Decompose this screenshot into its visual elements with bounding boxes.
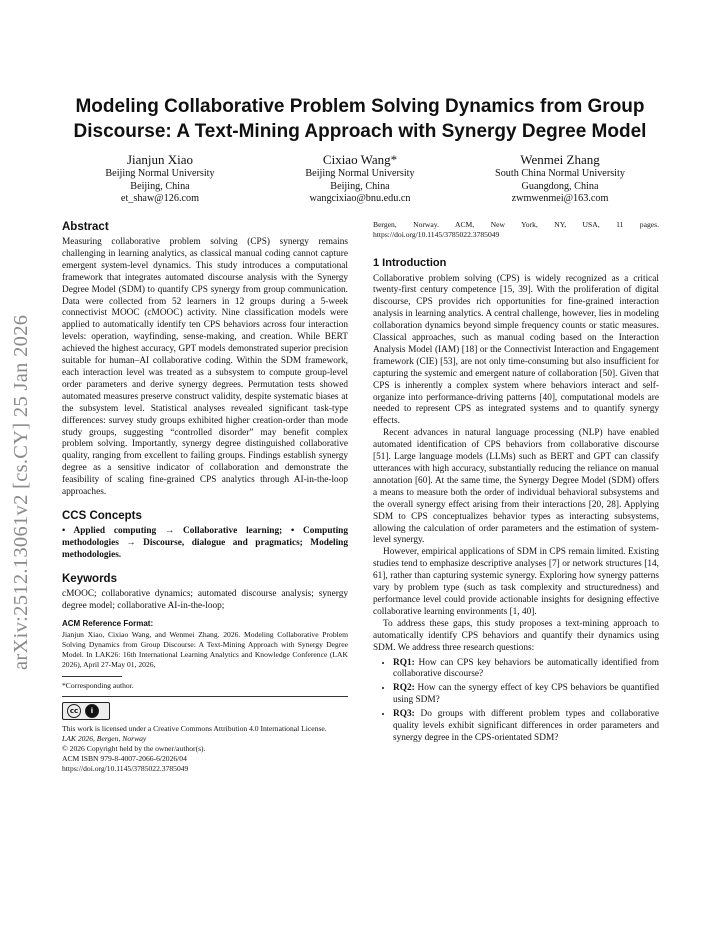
arxiv-watermark: arXiv:2512.13061v2 [cs.CY] 25 Jan 2026 — [10, 314, 32, 670]
abstract-text: Measuring collaborative problem solving (CPS) synergy remains challenging in learning analytics, as classical manual coding cannot capture emergent system-level dynamics. This study introduces a computational framework that integrates automated discourse analysis with the Synergy Degree Model (SDM) to quantify CPS synergy from group communication. Data were collected from 52 learners in 12 groups during a 5-week connectivist MOOC (cMOOC) activity. Nine classification models were applied to automatically identify ten CPS behaviors across four interaction levels: operation, wayfinding, sense-making, and creation. While BERT achieved the highest accuracy, GPT models demonstrated superior precision suitable for human–AI collaborative coding. Within the SDM framework, each interaction level was treated as a subsystem to compute group-level order parameters and derive synergy degrees. Permutation tests showed automated measures preserve construct validity, despite systematic biases at the subsystem level. Statistical analyses revealed significant task-type differences: survey study groups exhibited higher creation-order than mode study groups, suggesting “controlled disorder” may benefit complex problem solving. Importantly, synergy degree distinguished collaborative quality, ranging from excellent to failing groups. Findings establish synergy degree as a sensitive indicator of collaboration and demonstrate the feasibility of scaling fine-grained CPS analytics through AI-in-the-loop approaches. — [62, 237, 348, 498]
footnote-rule — [62, 676, 122, 677]
author-affiliation: South China Normal University — [495, 168, 625, 179]
acm-reference-text: Jianjun Xiao, Cixiao Wang, and Wenmei Zhang. 2026. Modeling Collaborative Problem Solving Dynamics from Group Discourse: A Text-Mining Approach with Synergy Degree Model. In LAK26: 16th International Learning Analytics and Knowledge Conference (LAK 2026), April 27-May 01, 2026, — [62, 630, 348, 669]
author-block — [60, 152, 660, 212]
right-column — [373, 220, 659, 747]
cc-by-icon[interactable] — [62, 702, 110, 720]
author-email[interactable]: et_shaw@126.com — [120, 193, 200, 205]
abstract-heading: Abstract — [62, 221, 109, 233]
author-name: Wenmei Zhang — [520, 152, 600, 167]
author-2 — [260, 152, 460, 206]
author-name: Cixiao Wang* — [322, 152, 398, 167]
title-line-2: Discourse: A Text-Mining Approach with Synergy Degree Model — [73, 121, 647, 142]
intro-paragraph-1: Collaborative problem solving (CPS) is widely recognized as a critical twenty-first century competence [15, 39]. With the proliferation of digital discourse, CPS provides rich opportunities for fine-grained interaction analysis in learning analytics. A central challenge, however, lies in modeling collaboration dynamics beyond simple frequency counts or static measures. Classical approaches, such as manual coding based on the Interaction Analysis Model (IAM) [18] or the Connectivist Interaction and Engagement framework (CIE) [53], are not only time-consuming but also insufficient for capturing the systemic and emergent nature of collaboration [50]. Given that CPS is inherently a complex system where behaviors interact and self-organize into performance-driving patterns [40], computational models are needed to represent CPS as integrated systems and to quantify synergy effects. — [373, 273, 659, 427]
by-icon: i — [85, 704, 99, 718]
license-rule — [62, 696, 348, 697]
intro-paragraph-2: Recent advances in natural language processing (NLP) have enabled automated identification of CPS behaviors from collaborative discourse [51]. Large language models (LLMs) such as BERT and GPT can classify utterances with high accuracy, substantially reducing the reliance on manual annotation [60]. At the same time, the Synergy Degree Model (SDM) offers a means to measure both the order of individual behavioral subsystems and the overall synergy effect arising from their interactions [20, 28]. Applying SDM to CPS conceptualizes behavior types as interacting subsystems, allowing the calculation of order parameters and the estimation of system-level synergy. — [373, 428, 659, 546]
author-1 — [60, 152, 260, 206]
title-line-1: Modeling Collaborative Problem Solving Dynamics from Group — [75, 96, 645, 117]
license-line-4: ACM ISBN 979-8-4007-2066-6/2026/04 — [62, 753, 187, 763]
list-item — [393, 683, 659, 707]
introduction-heading: 1 Introduction — [373, 256, 447, 269]
cc-icon: cc — [67, 704, 81, 718]
acm-reference-continued: Bergen, Norway. ACM, New York, NY, USA, 11 pages. https://doi.org/10.1145/3785022.3785049 — [373, 220, 659, 239]
author-location: Guangdong, China — [521, 180, 599, 192]
author-name: Jianjun Xiao — [126, 152, 194, 167]
research-questions-list — [373, 658, 659, 745]
rq-text: Do groups with different problem types and collaborative quality levels exhibit significant differences in order parameters and synergy degree in the CPS-orientated SDM? — [393, 709, 659, 743]
author-affiliation: Beijing Normal University — [305, 168, 415, 179]
rq-label: RQ2: — [393, 683, 415, 694]
ccs-text: • Applied computing → Collaborative learning; • Computing methodologies → Discourse, dialogue and pragmatics; Modeling methodologies. — [62, 525, 348, 560]
author-affiliation: Beijing Normal University — [105, 168, 215, 179]
rq-label: RQ1: — [393, 657, 415, 668]
license-line-3: © 2026 Copyright held by the owner/author(s). — [62, 743, 206, 753]
ccs-heading: CCS Concepts — [62, 509, 142, 522]
license-doi[interactable]: https://doi.org/10.1145/3785022.3785049 — [62, 763, 189, 773]
list-item — [393, 709, 659, 745]
rq-text: How can CPS key behaviors be automatically identified from collaborative discourse? — [393, 657, 659, 680]
license-line-2: LAK 2026, Bergen, Norway — [62, 734, 147, 744]
paper-title — [40, 94, 680, 144]
corresponding-note: *Corresponding author. — [62, 680, 134, 690]
author-email[interactable]: zwmwenmei@163.com — [511, 193, 609, 205]
keywords-heading: Keywords — [62, 572, 117, 585]
left-column — [62, 220, 348, 773]
license-line-1: This work is licensed under a Creative Commons Attribution 4.0 International License. — [62, 724, 327, 734]
intro-paragraph-3: However, empirical applications of SDM in CPS remain limited. Existing studies tend to emphasize descriptive analyses [7] or network structures [14, 61], rather than capturing systemic synergy. Exploring how synergy patterns vary by problem type (such as task complexity and structuredness) and performance level could provide actionable insights for designing effective collaborative learning environments [1, 40]. — [373, 547, 659, 617]
author-3 — [460, 152, 660, 206]
list-item — [393, 658, 659, 682]
rq-text: How can the synergy effect of key CPS behaviors be quantified using SDM? — [393, 683, 659, 706]
keywords-text: cMOOC; collaborative dynamics; automated discourse analysis; synergy degree model; collaborative AI-in-the-loop; — [62, 588, 348, 611]
author-location: Beijing, China — [330, 180, 390, 192]
acm-reference-heading: ACM Reference Format: — [62, 619, 154, 629]
intro-paragraph-4: To address these gaps, this study proposes a text-mining approach to automatically identify CPS behaviors and quantify their dynamics using SDM. We address three research questions: — [373, 618, 659, 653]
author-email[interactable]: wangcixiao@bnu.edu.cn — [309, 193, 411, 205]
rq-label: RQ3: — [393, 709, 415, 720]
author-location: Beijing, China — [130, 180, 190, 192]
